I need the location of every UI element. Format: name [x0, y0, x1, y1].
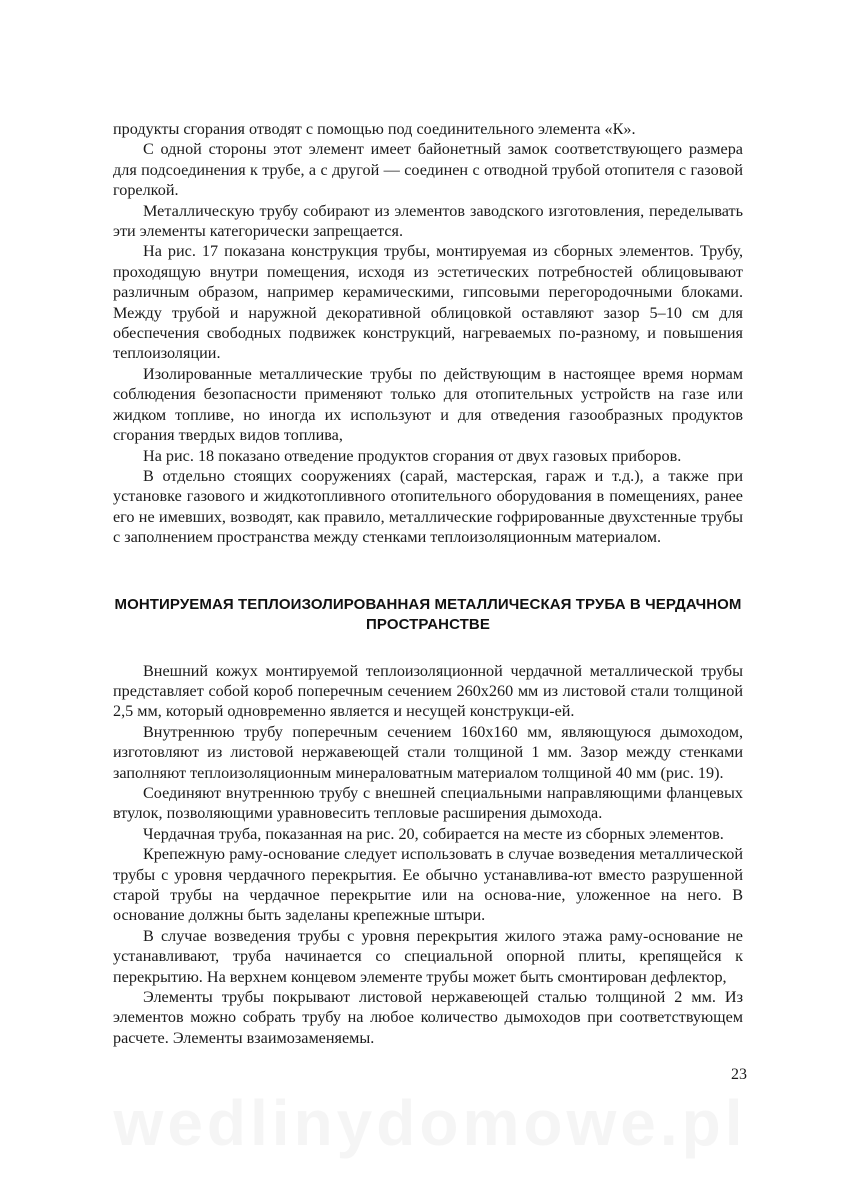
paragraph: Соединяют внутреннюю трубу с внешней специальными направляющими фланцевых втулок, позволяющими уравновесить тепловые расширения дымохода.: [113, 783, 743, 823]
paragraph: Внутреннюю трубу поперечным сечением 160х160 мм, являющуюся дымоходом, изготовляют из листовой нержавеющей стали толщиной 1 мм. Зазор между стенками заполняют теплоизоляционным минераловатным материалом толщиной 40 мм (рис. 19).: [113, 722, 743, 782]
top-text-block: [113, 119, 743, 548]
paragraph: В отдельно стоящих сооружениях (сарай, мастерская, гараж и т.д.), а также при установке газового и жидкотопливного отопительного оборудования в помещениях, ранее его не имевших, возводят, как правило, металлические гофрированные двухстенные трубы с заполнением пространства между стенками теплоизоляционным материалом.: [113, 466, 743, 547]
paragraph: Металлическую трубу собирают из элементов заводского изготовления, переделывать эти элементы категорически запрещается.: [113, 201, 743, 241]
watermark-text: wedlinydomowe.pl: [113, 1087, 747, 1159]
paragraph: Крепежную раму-основание следует использовать в случае возведения металлической трубы с уровня чердачного перекрытия. Ее обычно устанавлива-ют вместо разрушенной старой трубы на чердачное перекрытие или на основа-ние, уложенное на него. В основание должны быть заделаны крепежные штыри.: [113, 845, 743, 925]
paragraph: Изолированные металлические трубы по действующим в настоящее время нормам соблюдения безопасности применяют только для отопительных устройств на газе или жидком топливе, но иногда их используют и для отведения газообразных продуктов сгорания твердых видов топлива,: [113, 364, 743, 445]
paragraph: Внешний кожух монтируемой теплоизоляционной чердачной металлической трубы представляет собой короб поперечным сечением 260х260 мм из листовой стали толщиной 2,5 мм, который одновременно является и несущей конструкци-ей.: [113, 661, 743, 721]
paragraph: Чердачная труба, показанная на рис. 20, собирается на месте из сборных элементов.: [143, 824, 724, 843]
paragraph: В случае возведения трубы с уровня перекрытия жилого этажа раму-основание не устанавливают, труба начинается со специальной опорной плиты, крепящейся к перекрытию. На верхнем концевом элементе трубы может быть смонтирован дефлектор,: [113, 926, 743, 986]
text-column: [113, 119, 743, 1048]
section-heading: МОНТИРУЕМАЯ ТЕПЛОИЗОЛИРОВАННАЯ МЕТАЛЛИЧЕСКАЯ ТРУБА В ЧЕРДАЧНОМ ПРОСТРАНСТВЕ: [114, 595, 742, 633]
paragraph: Элементы трубы покрывают листовой нержавеющей сталью толщиной 2 мм. Из элементов можно собрать трубу на любое количество дымоходов при соответствующем расчете. Элементы взаимозаменяемы.: [113, 988, 743, 1047]
paragraph: С одной стороны этот элемент имеет байонетный замок соответствующего размера для подсоединения к трубе, а с другой — соединен с отводной трубой отопителя с газовой горелкой.: [113, 140, 743, 200]
paragraph: На рис. 18 показано отведение продуктов сгорания от двух газовых приборов.: [143, 446, 682, 465]
bottom-text-block: [113, 661, 743, 1049]
paragraph: На рис. 17 показана конструкция трубы, монтируемая из сборных элементов. Трубу, проходящую внутри помещения, исходя из эстетических потребностей облицовывают различным образом, например керамическими, гипсовыми перегородочными блоками. Между трубой и наружной декоративной облицовкой оставляют зазор 5–10 см для обеспечения свободных подвижек конструкций, нагреваемых по-разному, и повышения теплоизоляции.: [113, 242, 743, 363]
page-number: 23: [731, 1066, 747, 1083]
paragraph: продукты сгорания отводят с помощью под соединительного элемента «К».: [113, 120, 636, 138]
